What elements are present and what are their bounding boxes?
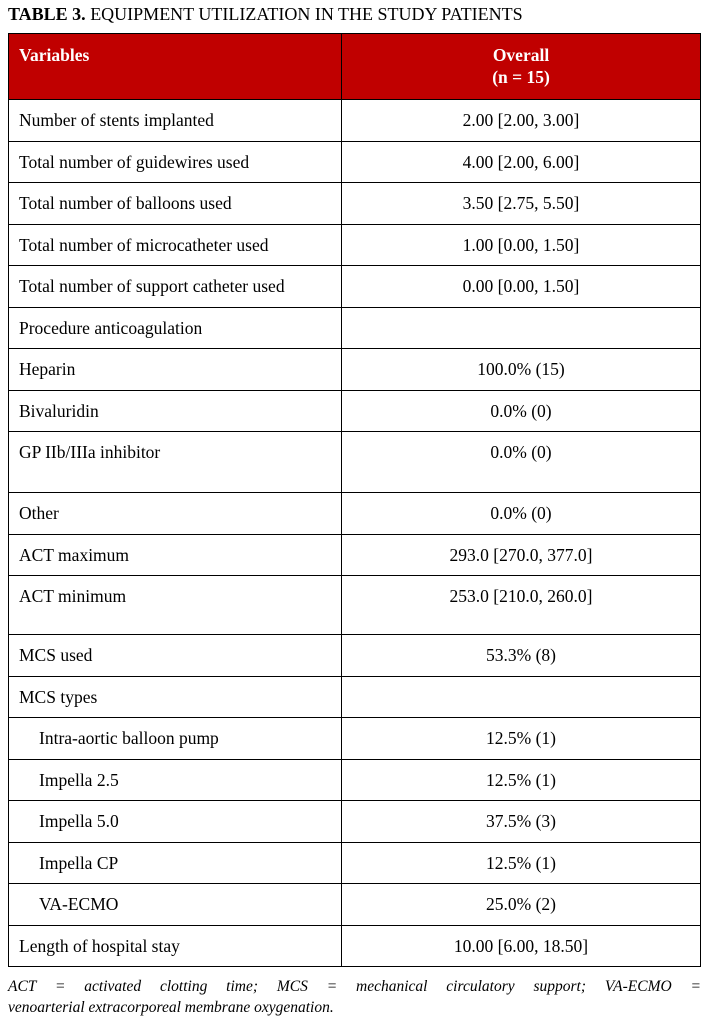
variable-cell: ACT minimum	[9, 576, 342, 635]
table-row	[9, 141, 701, 183]
table-caption: EQUIPMENT UTILIZATION IN THE STUDY PATIENTS	[85, 4, 523, 24]
value-cell: 293.0 [270.0, 377.0]	[342, 534, 701, 576]
table-row	[9, 718, 701, 760]
variable-cell: Procedure anticoagulation	[9, 307, 342, 349]
table-row	[9, 349, 701, 391]
value-cell: 10.00 [6.00, 18.50]	[342, 925, 701, 967]
table-row	[9, 635, 701, 677]
table-row	[9, 493, 701, 535]
footnote-line-1: ACT = activated clotting time; MCS = mechanical circulatory support; VA-ECMO =	[8, 978, 701, 995]
variable-cell: Total number of guidewires used	[9, 141, 342, 183]
variable-cell: Impella 2.5	[9, 759, 342, 801]
header-overall-label: Overall	[492, 45, 550, 65]
variable-cell: Impella CP	[9, 842, 342, 884]
value-cell: 4.00 [2.00, 6.00]	[342, 141, 701, 183]
value-cell: 12.5% (1)	[342, 759, 701, 801]
variable-cell: Total number of microcatheter used	[9, 224, 342, 266]
table-row	[9, 676, 701, 718]
value-cell: 0.0% (0)	[342, 432, 701, 493]
variable-cell: VA-ECMO	[9, 884, 342, 926]
value-cell	[342, 676, 701, 718]
footnote-line-2: venoarterial extracorporeal membrane oxygenation.	[8, 999, 334, 1016]
variable-cell: ACT maximum	[9, 534, 342, 576]
variable-cell: Bivaluridin	[9, 390, 342, 432]
variable-cell: Number of stents implanted	[9, 100, 342, 142]
table-row	[9, 390, 701, 432]
variable-cell: Impella 5.0	[9, 801, 342, 843]
value-cell: 53.3% (8)	[342, 635, 701, 677]
variable-cell: Other	[9, 493, 342, 535]
value-cell: 12.5% (1)	[342, 718, 701, 760]
variable-cell: MCS types	[9, 676, 342, 718]
value-cell: 25.0% (2)	[342, 884, 701, 926]
value-cell	[342, 307, 701, 349]
header-variables: Variables	[9, 34, 342, 100]
header-overall-n: (n = 15)	[492, 67, 550, 87]
value-cell: 3.50 [2.75, 5.50]	[342, 183, 701, 225]
value-cell: 0.0% (0)	[342, 493, 701, 535]
table-row	[9, 842, 701, 884]
table-row	[9, 100, 701, 142]
value-cell: 100.0% (15)	[342, 349, 701, 391]
table-row	[9, 534, 701, 576]
variable-cell: Total number of balloons used	[9, 183, 342, 225]
variable-cell: GP IIb/IIIa inhibitor	[9, 432, 342, 493]
table-row	[9, 576, 701, 635]
variable-cell: Heparin	[9, 349, 342, 391]
equipment-table	[8, 33, 701, 967]
value-cell: 253.0 [210.0, 260.0]	[342, 576, 701, 635]
table-row	[9, 183, 701, 225]
variable-cell: Length of hospital stay	[9, 925, 342, 967]
header-row	[9, 34, 701, 100]
value-cell: 2.00 [2.00, 3.00]	[342, 100, 701, 142]
table-number: TABLE 3.	[8, 4, 86, 24]
table-row	[9, 759, 701, 801]
variable-cell: Intra-aortic balloon pump	[9, 718, 342, 760]
variable-cell: MCS used	[9, 635, 342, 677]
table-row	[9, 432, 701, 493]
table-row	[9, 224, 701, 266]
variable-cell: Total number of support catheter used	[9, 266, 342, 308]
header-overall	[342, 34, 701, 100]
value-cell: 12.5% (1)	[342, 842, 701, 884]
table-row	[9, 307, 701, 349]
value-cell: 1.00 [0.00, 1.50]	[342, 224, 701, 266]
value-cell: 37.5% (3)	[342, 801, 701, 843]
table-row	[9, 925, 701, 967]
table-footnote	[8, 976, 701, 1018]
table-row	[9, 884, 701, 926]
table-title	[8, 4, 523, 25]
value-cell: 0.00 [0.00, 1.50]	[342, 266, 701, 308]
table-row	[9, 801, 701, 843]
value-cell: 0.0% (0)	[342, 390, 701, 432]
table-row	[9, 266, 701, 308]
